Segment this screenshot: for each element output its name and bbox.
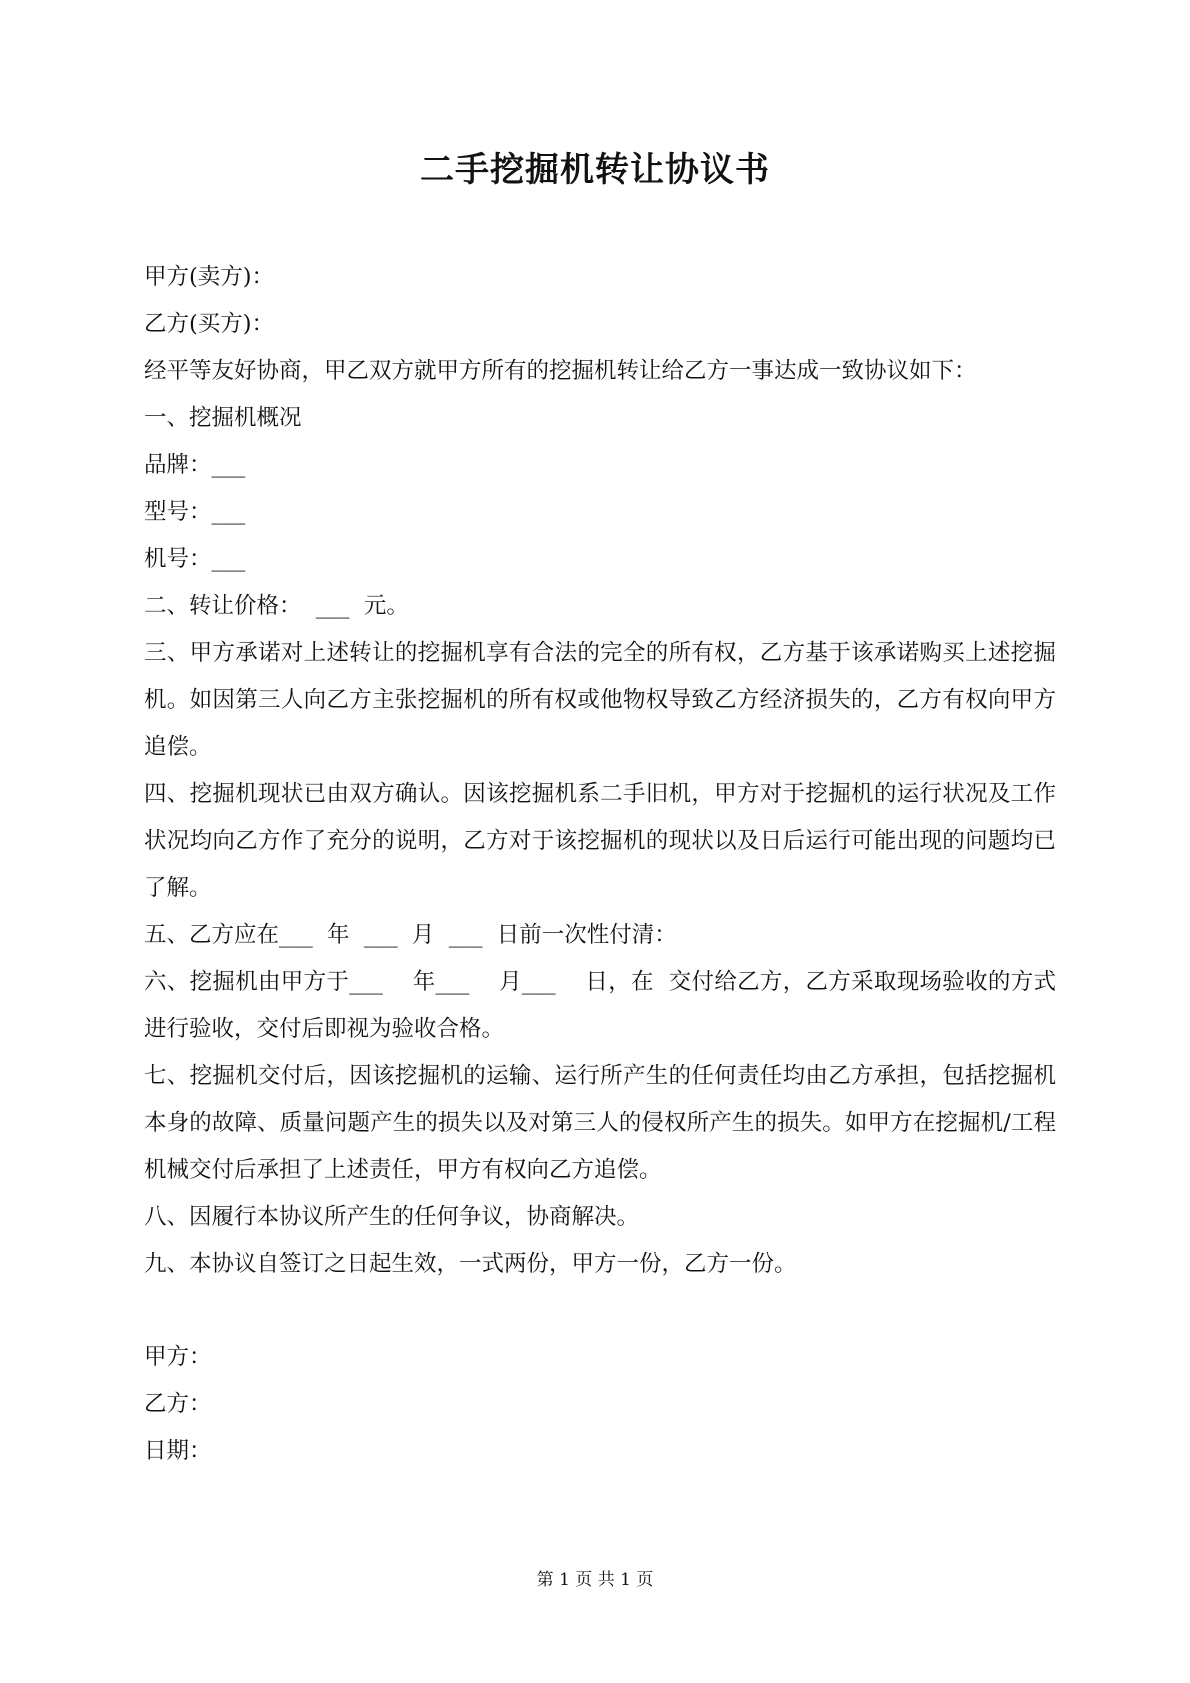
signature-block	[144, 1334, 212, 1475]
page-footer: 第 1 页 共 1 页	[536, 1570, 654, 1590]
signature-date: 日期：	[144, 1438, 212, 1464]
signature-party-a: 甲方：	[144, 1344, 212, 1370]
document-title: 二手挖掘机转让协议书	[420, 150, 770, 190]
section-8-disputes: 八、因履行本协议所产生的任何争议，协商解决。	[144, 1204, 640, 1230]
party-a-seller-line: 甲方(卖方)：	[144, 264, 275, 290]
section-3-text: 三、甲方承诺对上述转让的挖掘机享有合法的完全的所有权，乙方基于该承诺购买上述挖掘机。如因第三人向乙方主张挖掘机的所有权或他物权导致乙方经济损失的，乙方有权向甲方追偿。	[144, 640, 1056, 760]
section-3-ownership	[144, 630, 1056, 771]
section-4-text: 四、挖掘机现状已由双方确认。因该挖掘机系二手旧机，甲方对于挖掘机的运行状况及工作状况均向乙方作了充分的说明，乙方对于该挖掘机的现状以及日后运行可能出现的问题均已了解。	[144, 781, 1056, 901]
section-1-heading: 一、挖掘机概况	[144, 405, 302, 431]
section-5-payment: 五、乙方应在___ 年 ___ 月 ___ 日前一次性付清：	[144, 922, 677, 948]
model-field: 型号：___	[144, 499, 246, 525]
signature-party-b: 乙方：	[144, 1391, 212, 1417]
section-4-condition	[144, 771, 1056, 912]
intro-paragraph: 经平等友好协商，甲乙双方就甲方所有的挖掘机转让给乙方一事达成一致协议如下：	[144, 358, 977, 384]
section-6-delivery	[144, 959, 1056, 1053]
brand-field: 品牌：___	[144, 452, 246, 478]
section-9-effect: 九、本协议自签订之日起生效，一式两份，甲方一份，乙方一份。	[144, 1251, 797, 1277]
section-6-text: 六、挖掘机由甲方于___ 年___ 月___ 日，在 交付给乙方，乙方采取现场验收的方式进行验收，交付后即视为验收合格。	[144, 969, 1056, 1042]
section-7-text: 七、挖掘机交付后，因该挖掘机的运输、运行所产生的任何责任均由乙方承担，包括挖掘机本身的故障、质量问题产生的损失以及对第三人的侵权所产生的损失。如甲方在挖掘机/工程机械交付后承担了上述责任，甲方有权向乙方追偿。	[144, 1063, 1056, 1183]
agreement-body	[144, 254, 1056, 1288]
section-7-liability	[144, 1053, 1056, 1194]
section-2-price: 二、转让价格： ___ 元。	[144, 593, 409, 619]
party-b-buyer-line: 乙方(买方)：	[144, 311, 275, 337]
serial-number-field: 机号：___	[144, 546, 246, 572]
